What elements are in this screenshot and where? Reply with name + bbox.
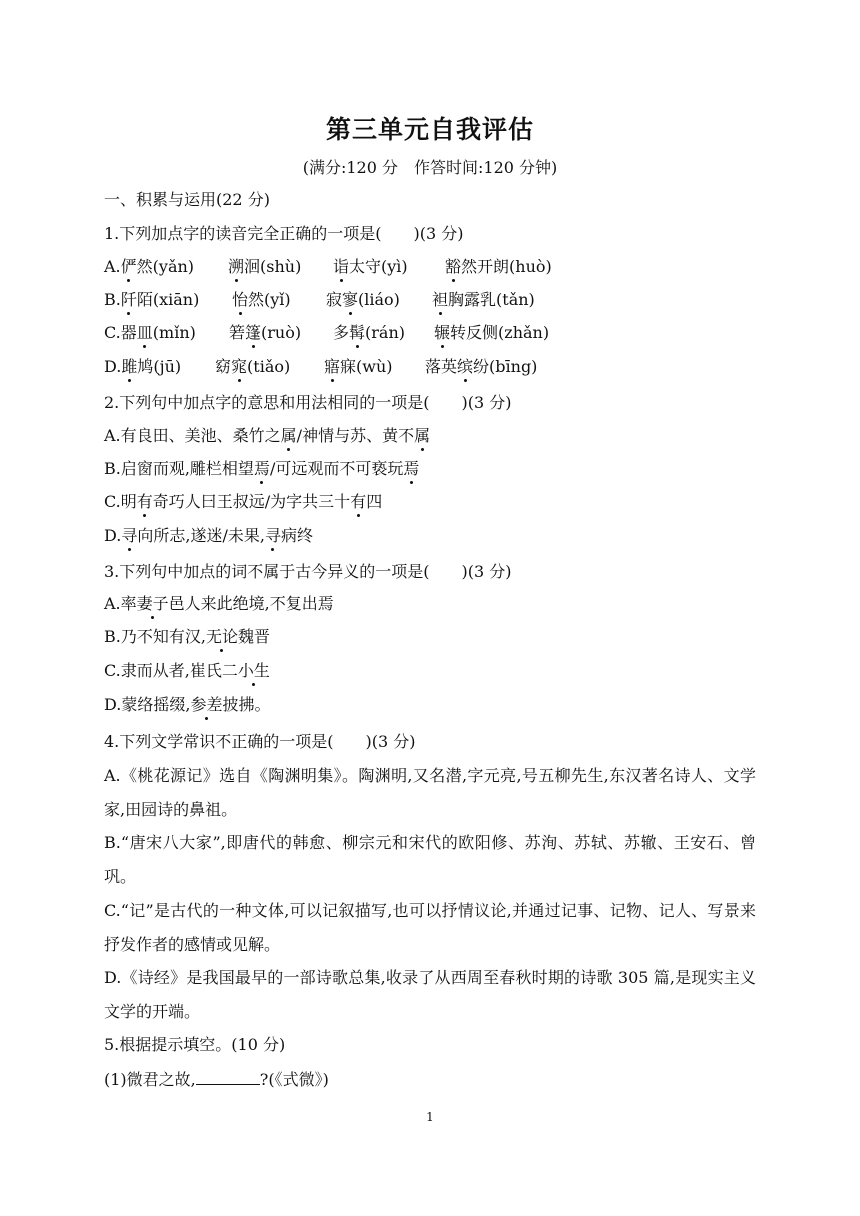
dotted-char: 属	[414, 426, 431, 445]
dotted-char: 雎	[121, 357, 138, 376]
question-2-option-c: C.明有奇巧人曰王叔远/为字共三十有四	[104, 492, 383, 511]
question-3-option-d: D.蒙络摇缀,参差披拂。	[104, 695, 271, 714]
dotted-char: 焉	[403, 459, 420, 478]
question-3-option-c: C.隶而从者,崔氏二小生	[104, 661, 270, 680]
dotted-word: 无论	[205, 627, 238, 646]
dotted-char: 篷	[245, 323, 262, 342]
dotted-char: 髯	[349, 323, 366, 342]
dotted-word: 小生	[237, 661, 270, 680]
question-2-option-a: A.有良田、美池、桑竹之属/神情与苏、黄不属	[104, 426, 431, 445]
dotted-char: 豁	[445, 257, 462, 276]
question-2-option-d: D.寻向所志,遂迷/未果,寻病终	[104, 526, 313, 545]
dotted-word: 参差	[190, 695, 223, 714]
dotted-char: 有	[136, 492, 153, 511]
dotted-char: 焉	[253, 459, 270, 478]
dotted-char: 阡	[120, 290, 137, 309]
section-heading: 一、积累与运用(22 分)	[104, 190, 270, 209]
question-4-option-c: C.“记”是古代的一种文体,可以记叙描写,也可以抒情议论,并通过记事、记物、记人、写景来抒发作者的感情或见解。	[104, 901, 756, 954]
dotted-char: 寤	[324, 357, 341, 376]
question-4-option-a: A.《桃花源记》选自《陶渊明集》。陶渊明,又名潜,字元亮,号五柳先生,东汉著名诗人、文学家,田园诗的鼻祖。	[104, 766, 756, 819]
dotted-char: 寥	[342, 290, 359, 309]
dotted-char: 属	[280, 426, 297, 445]
question-3-stem: 3.下列句中加点的词不属于古今异义的一项是( )(3 分)	[104, 562, 512, 581]
dotted-char: 怡	[232, 290, 249, 309]
dotted-char: 有	[350, 492, 367, 511]
question-3-option-a: A.率妻子邑人来此绝境,不复出焉	[104, 594, 334, 613]
question-5-item-1: (1)微君之故, ?(《式微》)	[104, 1070, 329, 1089]
dotted-char: 窕	[231, 357, 248, 376]
question-2-stem: 2.下列句中加点字的意思和用法相同的一项是( )(3 分)	[104, 393, 512, 412]
document-page: 第三单元自我评估 (满分:120 分 作答时间:120 分钟) 一、积累与运用(22 分) 1.下列加点字的读音完全正确的一项是( )(3 分) A.俨然(yǎn) 溯洄(shù) 诣太守(yì) 豁然开朗(huò) B.阡陌(xiān) 怡然(yǐ) 寂寥(liáo) 袒胸露乳(tǎn) C.器皿(mǐn) 箬篷(ruò) 多髯(rán) 辗转反侧(zhǎn) D.雎鸠(jū) 窈窕(tiǎo) 寤寐(wù) 落英缤纷(bīng) 2.下列句中加点字的意思和用法相同的一项是( )(3 分) A.有良田、美池、桑竹之属/神情与苏、黄不属 B.启窗而观,雕栏相望焉/可远观而不可亵玩焉 C.明有奇巧人曰王叔远/为字共三十有四 D.寻向所志,遂迷/未果,寻病终 3.下列句中加点的词不属于古今异义的一项是( )(3 分) A.率妻子邑人来此绝境,不复出焉 B.乃不知有汉,无论魏晋 C.隶而从者,崔氏二小生 D.蒙络摇缀,参差披拂。 4.下列文学常识不正确的一项是( )(3 分) A.《桃花源记》选自《陶渊明集》。陶渊明,又名潜,字元亮,号五柳先生,东汉著名诗人、文学家,田园诗的鼻祖。 B.“唐宋八大家”,即唐代的韩愈、柳宗元和宋代的欧阳修、苏洵、苏轼、苏辙、王安石、曾巩。 C.“记”是古代的一种文体,可以记叙描写,也可以抒情议论,并通过记事、记物、记人、写景来抒发作者的感情或见解。 D.《诗经》是我国最早的一部诗歌总集,收录了从西周至春秋时期的诗歌 305 篇,是现实主义文学的开端。 5.根据提示填空。(10 分) (1)微君之故, ?(《式微》) 1	[0, 0, 860, 1216]
dotted-char: 缤	[457, 357, 474, 376]
dotted-char: 袒	[432, 290, 449, 309]
page-number: 1	[426, 1110, 434, 1124]
dotted-char: 寻	[264, 526, 281, 545]
dotted-char: 溯	[228, 257, 245, 276]
dotted-char: 皿	[136, 323, 153, 342]
exam-info: (满分:120 分 作答时间:120 分钟)	[302, 158, 558, 177]
dotted-char: 寻	[121, 526, 138, 545]
dotted-char: 诣	[333, 257, 350, 276]
question-4-option-b: B.“唐宋八大家”,即唐代的韩愈、柳宗元和宋代的欧阳修、苏洵、苏轼、苏辙、王安石、曾巩。	[104, 833, 756, 886]
dotted-char: 辗	[434, 323, 451, 342]
question-1-stem: 1.下列加点字的读音完全正确的一项是( )(3 分)	[104, 224, 464, 243]
answer-blank[interactable]	[196, 1070, 260, 1085]
question-3-option-b: B.乃不知有汉,无论魏晋	[104, 627, 270, 646]
question-2-option-b: B.启窗而观,雕栏相望焉/可远观而不可亵玩焉	[104, 459, 420, 478]
question-4-stem: 4.下列文学常识不正确的一项是( )(3 分)	[104, 732, 416, 751]
page-title: 第三单元自我评估	[325, 115, 534, 144]
dotted-char: 俨	[120, 257, 137, 276]
question-5-stem: 5.根据提示填空。(10 分)	[104, 1035, 286, 1054]
question-4-option-d: D.《诗经》是我国最早的一部诗歌总集,收录了从西周至春秋时期的诗歌 305 篇,是现实主义文学的开端。	[104, 968, 756, 1021]
dotted-word: 妻子	[136, 594, 169, 613]
